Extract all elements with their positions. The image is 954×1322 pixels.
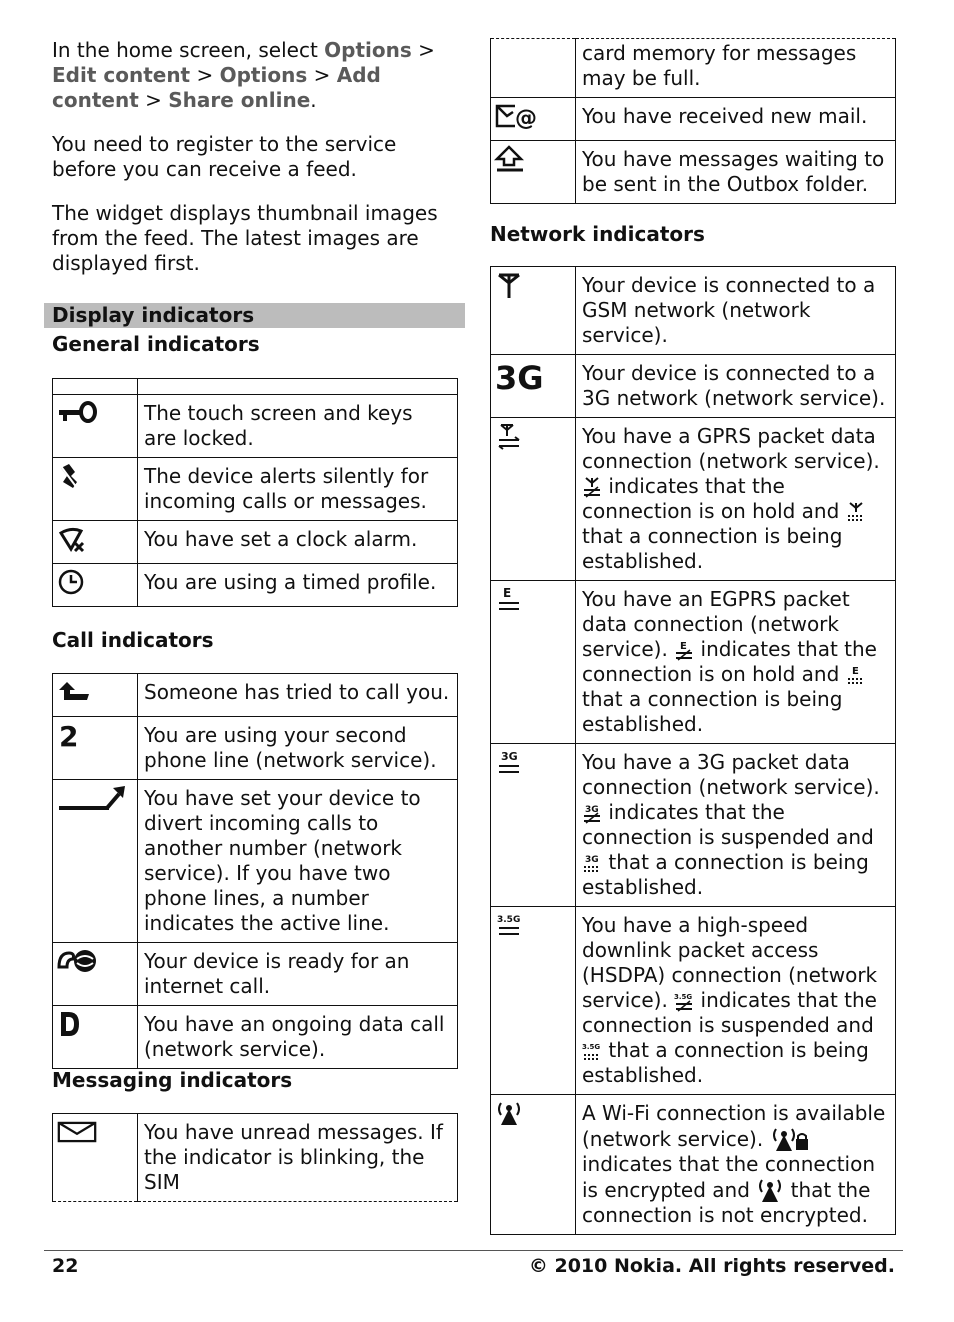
wifi-icon	[495, 1099, 535, 1127]
egprs-icon	[495, 585, 535, 613]
messaging-heading: Messaging indicators	[52, 1068, 293, 1092]
table-row: You have an ongoing data call (network service).	[53, 1006, 458, 1069]
table-row: 2 You are using your second phone line (network service).	[53, 717, 458, 780]
network-heading: Network indicators	[490, 222, 705, 246]
svg-text:3G: 3G	[585, 805, 599, 815]
svg-text:E: E	[680, 641, 688, 652]
section-title: Display indicators	[44, 303, 465, 328]
gprs-icon	[495, 422, 535, 450]
intro-paragraph: In the home screen, select Options > Edit content > Options > Add content > Share online.	[52, 38, 435, 112]
packet-3g-establishing-icon	[582, 853, 602, 873]
table-row: 3.5G You have a high-speed downlink packet access (HSDPA) connection (network service). 3.5G indicates that the connection is suspended and 3.5G that a connection is being established.	[491, 907, 896, 1095]
table-row: You have messages waiting to be sent in the Outbox folder.	[491, 141, 896, 204]
general-heading: General indicators	[52, 332, 260, 356]
table-row: Your device is ready for an internet call.	[53, 943, 458, 1006]
three-g-icon	[495, 359, 544, 397]
table-row: You have set your device to divert incoming calls to another number (network service). If you have two phone lines, a number indicates the active line.	[53, 780, 458, 943]
hsdpa-suspended-icon	[674, 991, 694, 1011]
table-row: You are using a timed profile.	[53, 564, 458, 607]
messaging-indicators	[52, 1068, 458, 1194]
gprs-establishing-icon	[846, 502, 866, 522]
hsdpa-icon	[495, 911, 535, 939]
gsm-signal-icon	[495, 271, 535, 299]
silent-alert-icon	[57, 462, 97, 490]
page-footer	[44, 1250, 903, 1277]
packet-3g-suspended-icon	[582, 803, 602, 823]
table-row: 3G You have a 3G packet data connection (network service). 3G indicates that the connection is suspended and 3G that a connection is being established.	[491, 744, 896, 907]
page-number: 22	[52, 1255, 79, 1277]
table-row: You have a GPRS packet data connection (network service). indicates that the connection is on hold and that a connection is being established.	[491, 418, 896, 581]
missed-call-icon	[57, 678, 97, 706]
right-column	[490, 38, 896, 1235]
call-indicators	[52, 628, 458, 1069]
left-column	[52, 38, 458, 276]
gprs-hold-icon	[582, 477, 602, 497]
svg-text:3G: 3G	[501, 750, 518, 763]
copyright: © 2010 Nokia. All rights reserved.	[528, 1255, 895, 1277]
wifi-encrypted-icon	[770, 1126, 810, 1152]
timed-profile-icon	[57, 568, 97, 596]
svg-text:3G: 3G	[495, 359, 544, 397]
table-row: A Wi-Fi connection is available (network service). indicates that the connection is encrypted and that the connection is not encrypted.	[491, 1095, 896, 1235]
egprs-establishing-icon	[846, 665, 866, 685]
table-row: The touch screen and keys are locked.	[53, 395, 458, 458]
svg-text:3G: 3G	[585, 855, 599, 865]
table-row: 3G Your device is connected to a 3G network (network service).	[491, 355, 896, 418]
messaging-table-continued	[490, 38, 896, 204]
internet-call-icon	[57, 947, 97, 975]
svg-text:3.5G: 3.5G	[674, 993, 693, 1001]
call-table	[52, 673, 458, 1069]
network-table	[490, 266, 896, 1235]
svg-text:E: E	[851, 666, 859, 677]
new-mail-icon	[495, 102, 541, 130]
options-link: Options	[324, 38, 412, 62]
second-line-icon	[57, 720, 97, 753]
table-row: @ You have received new mail.	[491, 98, 896, 141]
messaging-table	[52, 1113, 458, 1202]
table-row: Your device is connected to a GSM network (network service).	[491, 267, 896, 355]
table-row: The device alerts silently for incoming calls or messages.	[53, 458, 458, 521]
svg-text:3.5G: 3.5G	[582, 1043, 601, 1051]
hsdpa-establishing-icon	[582, 1041, 602, 1061]
widget-paragraph: The widget displays thumbnail images from the feed. The latest images are displayed first.	[52, 201, 438, 275]
table-row: card memory for messages may be full.	[491, 39, 896, 98]
svg-text:2: 2	[59, 720, 79, 753]
svg-text:@: @	[515, 106, 537, 131]
data-call-icon	[57, 1010, 97, 1038]
svg-text:3.5G: 3.5G	[497, 915, 521, 925]
call-heading: Call indicators	[52, 628, 214, 652]
table-row: E You have an EGPRS packet data connection (network service). E indicates that the connection is on hold and E that a connection is being established.	[491, 581, 896, 744]
table-row: You have set a clock alarm.	[53, 521, 458, 564]
unread-message-icon	[57, 1118, 97, 1146]
alarm-clock-icon	[57, 525, 97, 553]
divert-icon	[57, 784, 127, 812]
svg-text:E: E	[503, 586, 512, 600]
general-indicators	[52, 332, 458, 607]
table-row: Someone has tried to call you.	[53, 674, 458, 717]
packet-3g-icon	[495, 748, 535, 776]
key-lock-icon	[57, 399, 97, 427]
wifi-unencrypted-icon	[756, 1177, 784, 1203]
register-paragraph: You need to register to the service before you can receive a feed.	[52, 132, 397, 181]
table-row: You have unread messages. If the indicator is blinking, the SIM	[53, 1114, 458, 1202]
general-table	[52, 378, 458, 607]
egprs-hold-icon	[674, 640, 694, 660]
outbox-icon	[495, 145, 535, 173]
